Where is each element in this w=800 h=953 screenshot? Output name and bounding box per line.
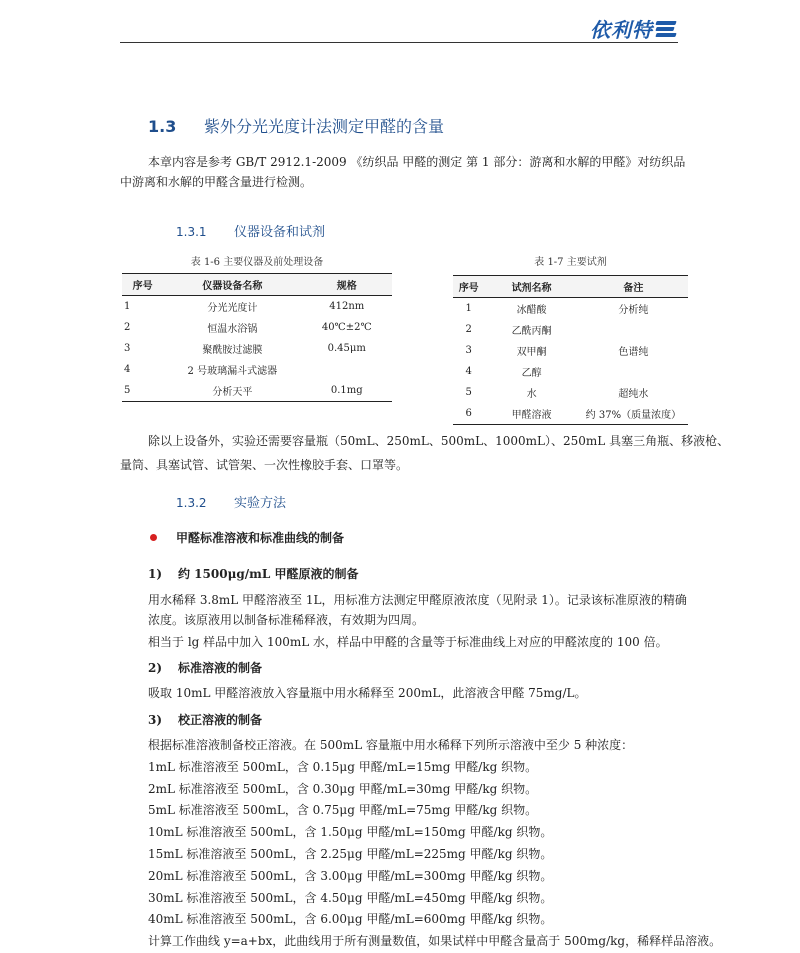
table2-cell-note: 约 37%（质量浓度） [579,403,688,425]
step3-line: 1mL 标准溶液至 500mL，含 0.15μg 甲醛/mL=15mg 甲醛/kg 织物。 [148,759,538,774]
table1-cell-name: 分光光度计 [207,303,258,314]
step3-line: 40mL 标准溶液至 500mL，含 6.00μg 甲醛/mL=600mg 甲醛/kg 织物。 [148,912,553,927]
step1-heading [148,565,358,582]
table1-cell-index: 2 [124,322,131,333]
table2-cell-name: 乙醇 [521,368,542,379]
table1-caption: 表 1-6 主要仪器及前处理设备 [190,257,324,268]
table2-header-name: 试剂名称 [484,276,578,298]
table-row [122,338,392,359]
table2-cell-note [579,319,688,340]
step3-number: 3) [148,713,163,727]
table2-cell-name: 冰醋酸 [516,305,547,316]
subsection-title-1: 仪器设备和试剂 [234,225,326,240]
step1-body [148,590,687,652]
table2-caption: 表 1-7 主要试剂 [534,257,607,268]
subsection-heading-1 [176,221,325,240]
table1-cell-name: 恒温水浴锅 [207,324,258,335]
table1-cell-spec: 0.45μm [327,343,366,354]
step3-line: 2mL 标准溶液至 500mL，含 0.30μg 甲醛/mL=30mg 甲醛/kg 织物。 [148,781,538,796]
table2-cell-note: 分析纯 [618,305,649,316]
step3-body [148,735,721,953]
table-row [122,380,392,402]
section-number: 1.3 [148,117,177,136]
table-row [122,359,392,380]
section-title: 紫外分光光度计法测定甲醛的含量 [204,117,445,136]
header-logo [590,14,678,43]
table1-cell-name: 分析天平 [163,380,301,402]
logo-stripes-icon [656,20,678,38]
table2-cell-name: 水 [526,389,537,400]
table2-cell-name: 乙酰丙酮 [511,326,552,337]
step1-number: 1) [148,567,163,581]
table1-cell-index: 3 [124,343,131,354]
step2-title: 标准溶液的制备 [178,661,263,675]
step2-line-1: 吸取 10mL 甲醛溶液放入容量瓶中用水稀释至 200mL，此溶液含甲醛 75mg/L。 [148,686,587,700]
bullet-heading: 甲醛标准溶液和标准曲线的制备 [176,531,345,545]
step1-line-3: 相当于 lg 样品中加入 100mL 水，样品中甲醛的含量等于标准曲线上对应的甲醛浓度的 100 倍。 [148,635,668,649]
table2-cell-note [579,361,688,382]
table-row [453,298,688,320]
table1-cell-spec [302,359,393,380]
equipment-paragraph [120,431,730,475]
step3-line: 30mL 标准溶液至 500mL，含 4.50μg 甲醛/mL=450mg 甲醛/kg 织物。 [148,890,553,905]
reagent-table [453,275,688,425]
step3-title: 校正溶液的制备 [178,713,263,727]
table-row [453,340,688,361]
table2-cell-index: 4 [465,366,472,377]
table2-cell-index: 6 [453,403,484,425]
table-row [453,403,688,425]
step3-line: 20mL 标准溶液至 500mL，含 3.00μg 甲醛/mL=300mg 甲醛/kg 织物。 [148,868,553,883]
step2-heading [148,659,262,676]
table-row [122,296,392,318]
table-row [453,319,688,340]
step3-line: 根据标准溶液制备校正溶液。在 500mL 容量瓶中用水稀释下列所示溶液中至少 5 种浓度： [148,738,634,752]
equipment-line-2: 量筒、具塞试管、试管架、一次性橡胶手套、口罩等。 [120,458,409,472]
step3-line: 10mL 标准溶液至 500mL，含 1.50μg 甲醛/mL=150mg 甲醛/kg 织物。 [148,825,553,840]
table2-header-row [453,276,688,298]
step3-line: 计算工作曲线 y=a+bx，此曲线用于所有测量数值，如果试样中甲醛含量高于 500mg/kg，稀释样品溶液。 [148,934,722,949]
table2-cell-name: 甲醛溶液 [484,403,578,425]
table1-cell-spec: 40℃±2℃ [321,322,372,333]
step1-line-2: 浓度。该原液用以制备标准稀释液，有效期为四周。 [148,613,425,627]
intro-paragraph [120,152,686,192]
step3-heading [148,711,262,728]
table1-cell-name: 2 号玻璃漏斗式滤器 [187,366,278,377]
header-divider [120,42,678,43]
table2-cell-index: 5 [465,387,472,398]
step3-line: 5mL 标准溶液至 500mL，含 0.75μg 甲醛/mL=75mg 甲醛/kg 织物。 [148,803,538,818]
section-heading [148,114,444,137]
table1-cell-spec: 412nm [329,301,365,312]
table1-cell-index: 1 [124,301,131,312]
table2-cell-index: 2 [465,324,472,335]
table2-cell-note: 色谱纯 [618,347,649,358]
subsection-heading-2 [176,492,286,511]
equipment-table [122,273,392,402]
bullet-icon [150,534,157,541]
table2-cell-name: 双甲酮 [516,347,547,358]
intro-line-2: 中游离和水解的甲醛含量进行检测。 [120,175,313,189]
step2-number: 2) [148,661,163,675]
table1-header-row [122,274,392,296]
table2-header-note: 备注 [579,276,688,298]
table2-cell-index: 1 [465,303,472,314]
step1-line-1: 用水稀释 3.8mL 甲醛溶液至 1L，用标准方法测定甲醛原液浓度（见附录 1）。记录该标准原液的精确 [148,593,687,607]
subsection-title-2: 实验方法 [234,496,287,511]
intro-line-1: 本章内容是参考 GB/T 2912.1-2009 《纺织品 甲醛的测定 第 1 部分：游离和水解的甲醛》对纺织品 [148,155,686,169]
table1-header-index: 序号 [122,274,163,296]
subsection-number-2: 1.3.2 [176,496,207,510]
table1-cell-name: 聚酰胺过滤膜 [202,345,263,356]
table2-cell-note: 超纯水 [618,389,649,400]
table-row [122,317,392,338]
table1-cell-spec: 0.1mg [302,380,393,402]
table1-cell-index: 5 [122,380,163,402]
step1-title: 约 1500μg/mL 甲醛原液的制备 [178,567,359,581]
equipment-line-1: 除以上设备外，实验还需要容量瓶（50mL、250mL、500mL、1000mL）、250mL 具塞三角瓶、移液枪、 [148,434,730,448]
table-row [453,382,688,403]
table1-header-spec: 规格 [302,274,393,296]
logo-text: 依利特 [590,18,653,42]
subsection-number-1: 1.3.1 [176,225,207,239]
table1-header-name: 仪器设备名称 [163,274,301,296]
table1-cell-index: 4 [124,364,131,375]
step3-line: 15mL 标准溶液至 500mL，含 2.25μg 甲醛/mL=225mg 甲醛/kg 织物。 [148,846,553,861]
table-row [453,361,688,382]
table2-header-index: 序号 [453,276,484,298]
table2-cell-index: 3 [465,345,472,356]
